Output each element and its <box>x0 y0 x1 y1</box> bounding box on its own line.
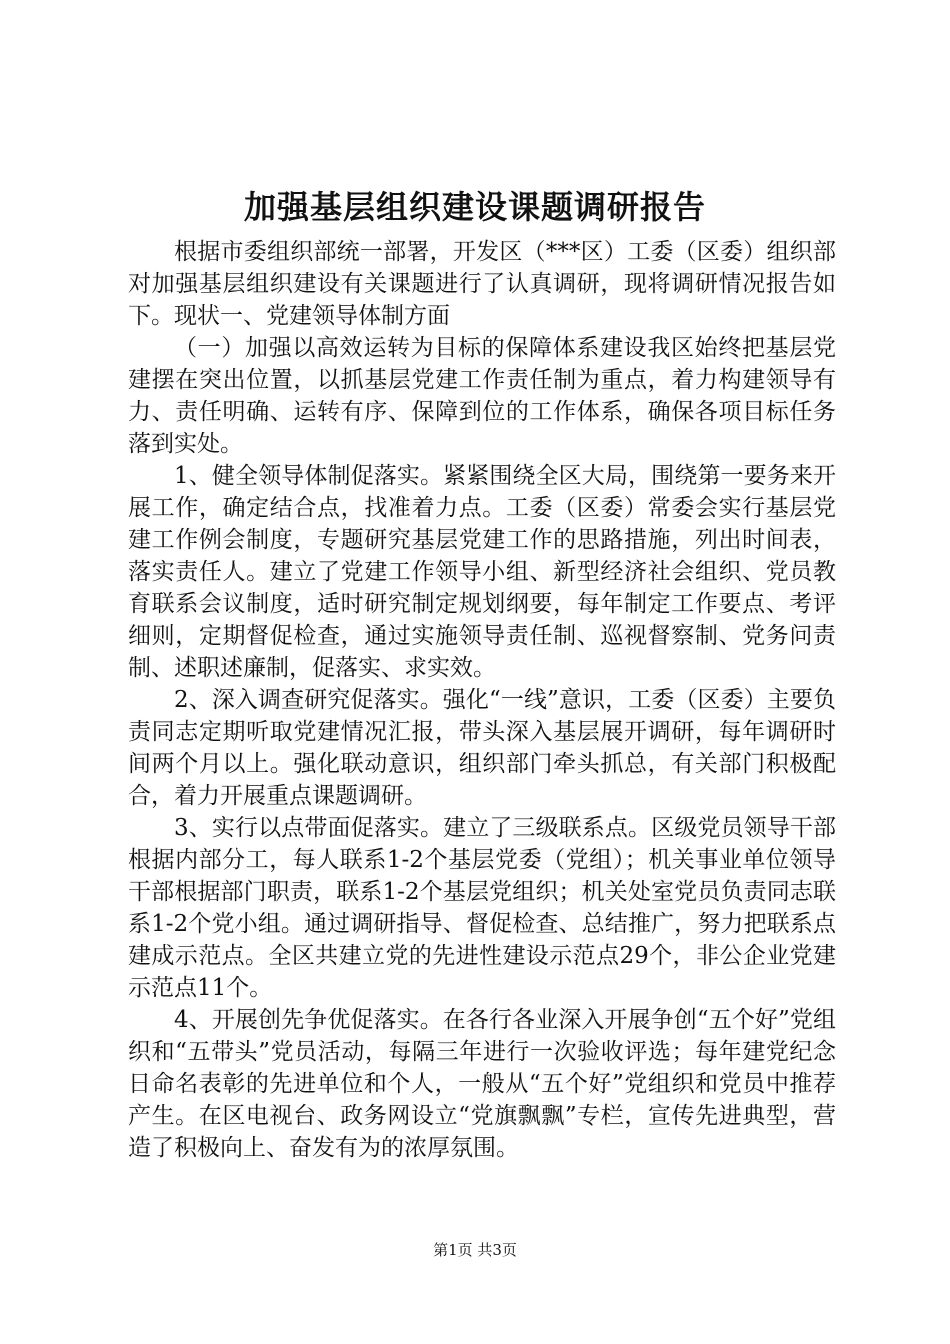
document-title: 加强基层组织建设课题调研报告 <box>243 188 706 226</box>
paragraph-item-3: 3、实行以点带面促落实。建立了三级联系点。区级党员领导干部根据内部分工，每人联系1-2个基层党委（党组）；机关事业单位领导干部根据部门职责，联系1-2个基层党组织；机关处室党员负责同志联系1-2个党小组。通过调研指导、督促检查、总结推广，努力把联系点建成示范点。全区共建立党的先进性建设示范点29个，非公企业党建示范点11个。 <box>128 815 836 1001</box>
page-footer: 第1页 共3页 <box>433 1241 517 1259</box>
paragraph-section-1: （一）加强以高效运转为目标的保障体系建设我区始终把基层党建摆在突出位置，以抓基层党建工作责任制为重点，着力构建领导有力、责任明确、运转有序、保障到位的工作体系，确保各项目标任务落到实处。 <box>128 335 836 457</box>
paragraph-item-2: 2、深入调查研究促落实。强化“一线”意识，工委（区委）主要负责同志定期听取党建情况汇报，带头深入基层展开调研，每年调研时间两个月以上。强化联动意识，组织部门牵头抓总，有关部门积极配合，着力开展重点课题调研。 <box>128 687 836 809</box>
paragraph-intro: 根据市委组织部统一部署，开发区（***区）工委（区委）组织部对加强基层组织建设有关课题进行了认真调研，现将调研情况报告如下。现状一、党建领导体制方面 <box>128 239 836 329</box>
document-body <box>128 236 836 1164</box>
paragraph-item-1: 1、健全领导体制促落实。紧紧围绕全区大局，围绕第一要务来开展工作，确定结合点，找准着力点。工委（区委）常委会实行基层党建工作例会制度，专题研究基层党建工作的思路措施，列出时间表，落实责任人。建立了党建工作领导小组、新型经济社会组织、党员教育联系会议制度，适时研究制定规划纲要，每年制定工作要点、考评细则，定期督促检查，通过实施领导责任制、巡视督察制、党务问责制、述职述廉制，促落实、求实效。 <box>128 463 836 681</box>
paragraph-item-4: 4、开展创先争优促落实。在各行各业深入开展争创“五个好”党组织和“五带头”党员活动，每隔三年进行一次验收评选；每年建党纪念日命名表彰的先进单位和个人，一般从“五个好”党组织和党员中推荐产生。在区电视台、政务网设立“党旗飘飘”专栏，宣传先进典型，营造了积极向上、奋发有为的浓厚氛围。 <box>128 1007 836 1161</box>
